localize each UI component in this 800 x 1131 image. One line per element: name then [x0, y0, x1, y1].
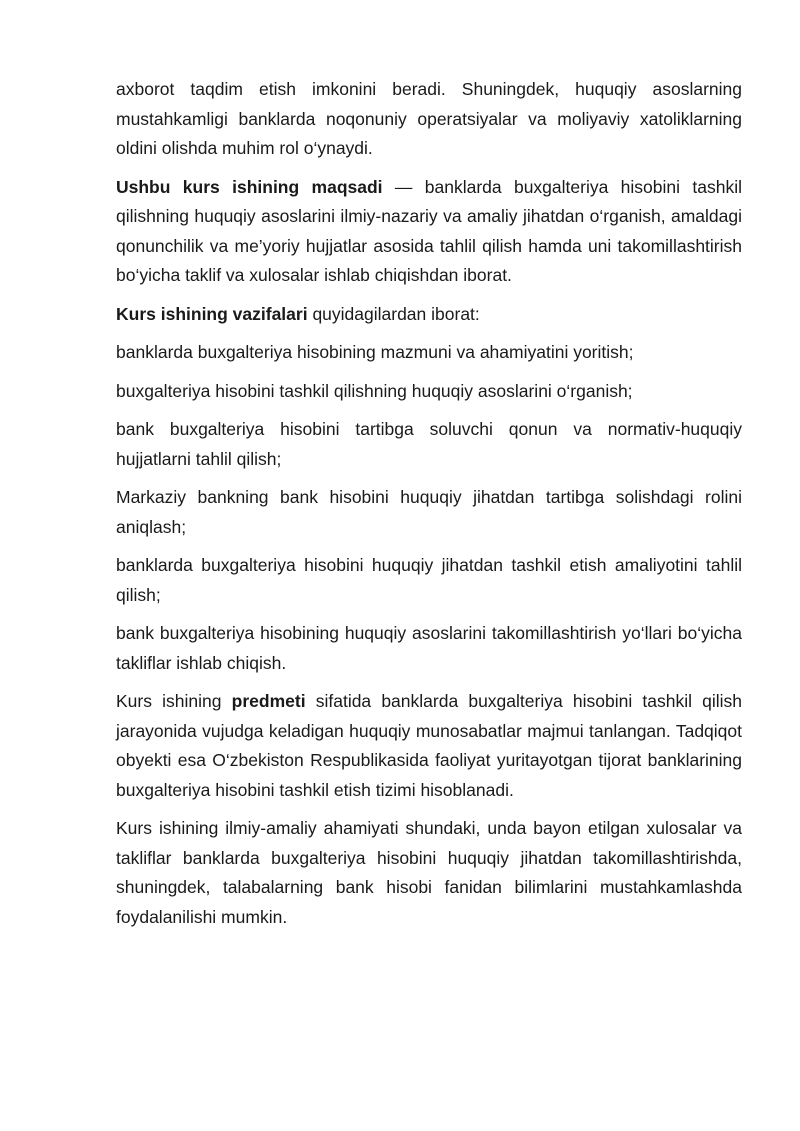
paragraph-text: Kurs ishining — [116, 691, 232, 711]
paragraph-text: Kurs ishining ilmiy-amaliy ahamiyati shundaki, unda bayon etilgan xulosalar va takliflar banklarda buxgalteriya hisobini huquqiy jihatdan takomillashtirishda, shuningdek, talabalarning bank hisobi fanidan bilimlarini mustahkamlashda foydalanilishi mumkin. — [116, 818, 742, 927]
task-text: banklarda buxgalteriya hisobining mazmuni va ahamiyatini yoritish; — [116, 342, 634, 362]
task-item — [116, 415, 742, 474]
task-text: bank buxgalteriya hisobining huquqiy asoslarini takomillashtirish yo‘llari bo‘yicha takliflar ishlab chiqish. — [116, 623, 742, 673]
task-item — [116, 338, 742, 368]
task-text: bank buxgalteriya hisobini tartibga soluvchi qonun va normativ-huquqiy hujjatlarni tahlil qilish; — [116, 419, 742, 469]
task-item — [116, 619, 742, 678]
paragraph-goal — [116, 173, 742, 291]
tasks-heading: Kurs ishining vazifalari — [116, 303, 308, 324]
paragraph-tasks-intro — [116, 300, 742, 330]
task-item — [116, 377, 742, 407]
paragraph-subject — [116, 687, 742, 805]
document-page — [116, 75, 742, 941]
paragraph-intro — [116, 75, 742, 164]
goal-heading: Ushbu kurs ishining maqsadi — [116, 176, 383, 197]
subject-term: predmeti — [231, 691, 306, 711]
task-text: Markaziy bankning bank hisobini huquqiy jihatdan tartibga solishdagi rolini aniqlash; — [116, 487, 742, 537]
task-text: buxgalteriya hisobini tashkil qilishning huquqiy asoslarini o‘rganish; — [116, 380, 633, 401]
paragraph-text: — banklarda buxgalteriya hisobini tashkil qilishning huquqiy asoslarini ilmiy-nazariy va amaliy jihatdan o‘rganish, amaldagi qonunchilik va me’yoriy hujjatlar asosida tahlil qilish hamda uni takomillashtirish bo‘yicha taklif va xulosalar ishlab chiqishdan iborat. — [116, 176, 742, 285]
task-item — [116, 551, 742, 610]
paragraph-text: quyidagilardan iborat: — [307, 303, 480, 324]
task-item — [116, 483, 742, 542]
task-text: banklarda buxgalteriya hisobini huquqiy jihatdan tashkil etish amaliyotini tahlil qilish; — [116, 555, 742, 605]
paragraph-text: axborot taqdim etish imkonini beradi. Shuningdek, huquqiy asoslarning mustahkamligi banklarda noqonuniy operatsiyalar va moliyaviy xatoliklarning oldini olishda muhim rol o‘ynaydi. — [116, 79, 742, 158]
paragraph-text: sifatida banklarda buxgalteriya hisobini tashkil qilish jarayonida vujudga keladigan huquqiy munosabatlar majmui tanlangan. Tadqiqot obyekti esa O‘zbekiston Respublikasida faoliyat yuritayotgan tijorat banklarining buxgalteriya hisobini tashkil etish tizimi hisoblanadi. — [116, 691, 743, 800]
paragraph-significance — [116, 814, 742, 932]
